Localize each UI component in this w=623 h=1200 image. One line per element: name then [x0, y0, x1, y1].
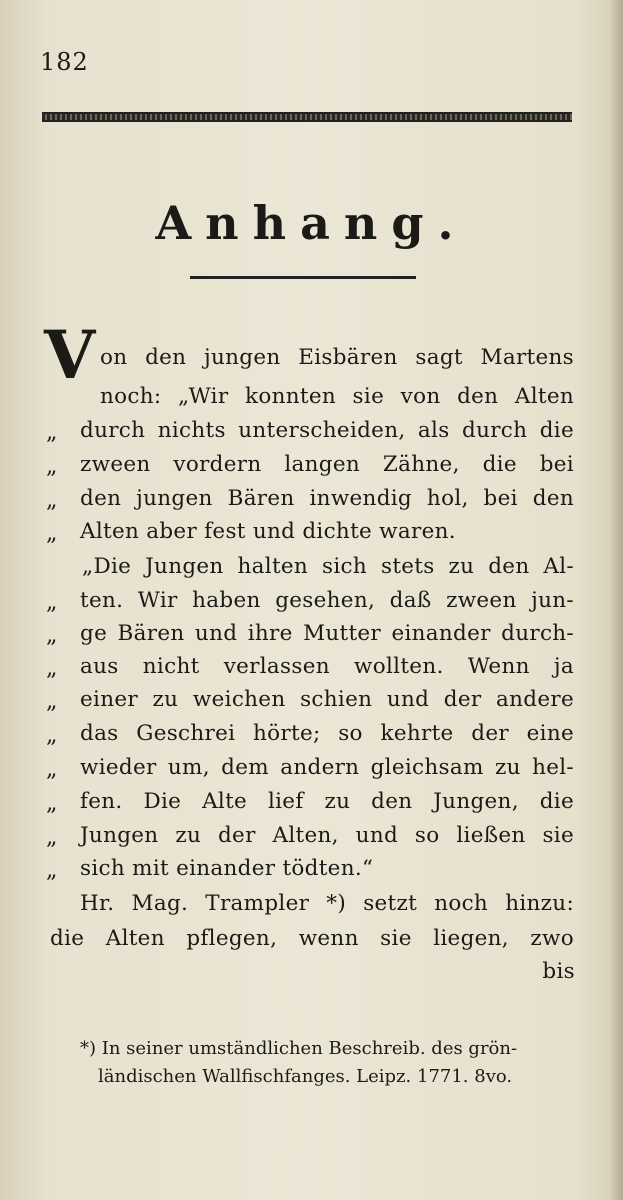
- quote-mark: „: [46, 488, 58, 513]
- quote-mark: „: [46, 825, 58, 850]
- text-line: „Die Jungen halten sich stets zu den Al-: [82, 554, 574, 579]
- text-line: noch: „Wir konnten sie von den Alten: [100, 384, 574, 409]
- text-line: wieder um, dem andern gleichsam zu hel-: [80, 755, 574, 780]
- drop-cap: V: [44, 316, 96, 394]
- quote-mark: „: [46, 689, 58, 714]
- text-line: aus nicht verlassen wollten. Wenn ja: [80, 654, 574, 679]
- text-line: ge Bären und ihre Mutter einander durch-: [80, 621, 574, 646]
- text-line: sich mit einander tödten.“: [80, 856, 374, 881]
- text-line: ten. Wir haben gesehen, daß zween jun-: [80, 588, 574, 613]
- quote-mark: „: [46, 656, 58, 681]
- text-line: durch nichts unterscheiden, als durch die: [80, 418, 574, 443]
- text-line: on den jungen Eisbären sagt Martens: [100, 345, 574, 370]
- text-line: zween vordern langen Zähne, die bei: [80, 452, 574, 477]
- text-line: den jungen Bären inwendig hol, bei den: [80, 486, 574, 511]
- text-line: fen. Die Alte lief zu den Jungen, die: [80, 789, 574, 814]
- footnote-line: ländischen Wallfischfanges. Leipz. 1771. 8vo.: [98, 1066, 513, 1087]
- quote-mark: „: [46, 757, 58, 782]
- quote-mark: „: [46, 454, 58, 479]
- quote-mark: „: [46, 858, 58, 883]
- catchword: bis: [542, 959, 575, 984]
- text-line: einer zu weichen schien und der andere: [80, 687, 574, 712]
- footnote-line: *) In seiner umständlichen Beschreib. des grön-: [80, 1038, 518, 1059]
- page-number: 182: [40, 48, 89, 76]
- text-line: die Alten pflegen, wenn sie liegen, zwo: [50, 926, 574, 951]
- quote-mark: „: [46, 623, 58, 648]
- quote-mark: „: [46, 791, 58, 816]
- text-line: Hr. Mag. Trampler *) setzt noch hinzu:: [80, 891, 574, 916]
- quote-mark: „: [46, 420, 58, 445]
- quote-mark: „: [46, 723, 58, 748]
- section-heading: Anhang.: [155, 196, 468, 250]
- quote-mark: „: [46, 521, 58, 546]
- text-line: Jungen zu der Alten, und so ließen sie: [80, 823, 574, 848]
- quote-mark: „: [46, 590, 58, 615]
- text-line: das Geschrei hörte; so kehrte der eine: [80, 721, 574, 746]
- text-line: Alten aber fest und dichte waren.: [80, 519, 456, 544]
